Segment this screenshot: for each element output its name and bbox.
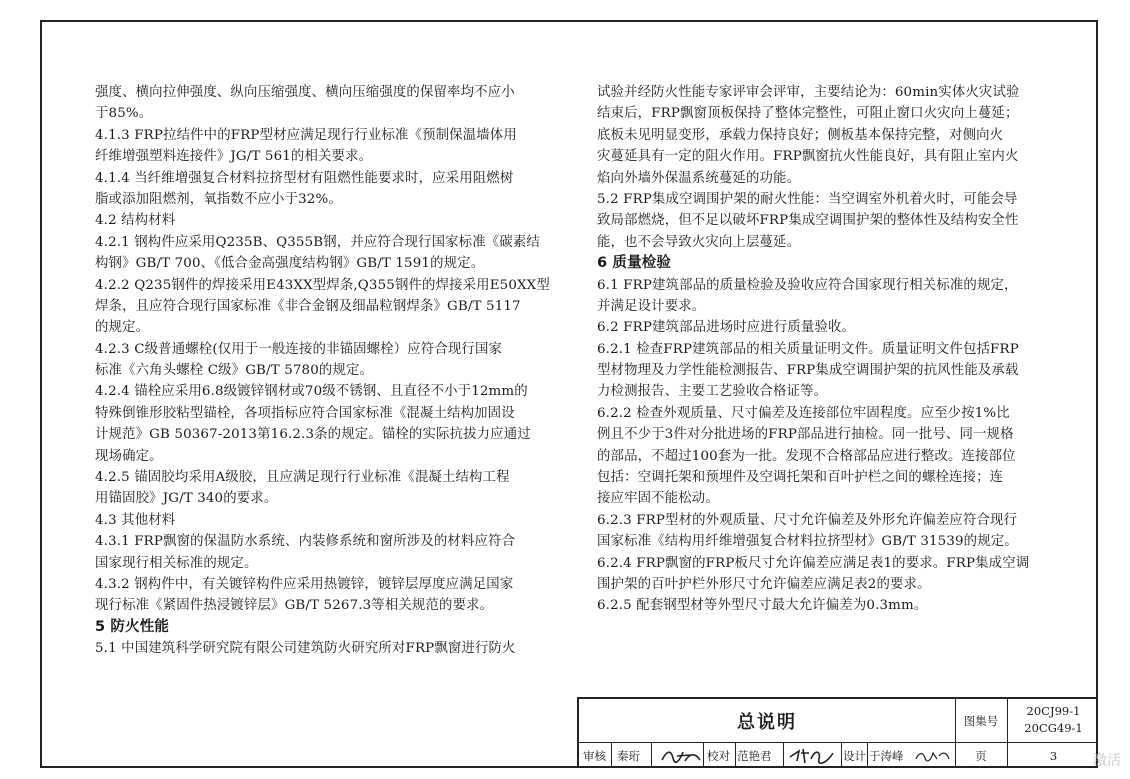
text-line: 4.3.1 FRP飘窗的保温防水系统、内装修系统和窗所涉及的材料应符合 [95, 534, 516, 550]
text-line: 底板未见明显变形，承载力保持良好；侧板基本保持完整，对侧向火 [597, 127, 1004, 143]
signature-divider [735, 743, 736, 768]
review-label: 审核 [583, 748, 606, 763]
text-line: 试验并经防火性能专家评审会评审，主要结论为：60min实体火灾试验 [597, 85, 1020, 100]
text-line: 6.2.3 FRP型材的外观质量、尺寸允许偏差及外形允许偏差应符合现行 [597, 512, 1018, 528]
text-line: 5.2 FRP集成空调围护架的耐火性能：当空调室外机着火时，可能会导 [597, 191, 1018, 207]
page-label: 页 [975, 748, 987, 763]
signature-divider [651, 743, 652, 768]
text-line: 4.2.4 锚栓应采用6.8级镀锌钢材或70级不锈钢、且直径不小于12mm的 [95, 384, 528, 400]
proof-signature-icon [787, 745, 837, 767]
text-line: 国家现行相关标准的规定。 [95, 555, 258, 571]
text-line: 的部品，不超过100套为一批。发现不合格部品应进行整改。连接部位 [597, 448, 1016, 464]
design-label: 设计 [843, 748, 866, 763]
design-signature-icon [913, 747, 953, 765]
page-number: 3 [1049, 748, 1058, 763]
activation-watermark: 激活 [1093, 753, 1121, 769]
text-line: 焊条，且应符合现行国家标准《非合金钢及细晶粒钢焊条》GB/T 5117 [95, 298, 521, 314]
text-line: 4.2.1 钢构件应采用Q235B、Q355B钢，并应符合现行国家标准《碳素结 [95, 234, 540, 250]
signature-divider [841, 743, 842, 768]
text-line: 现场确定。 [95, 448, 163, 464]
review-name: 秦珩 [617, 748, 640, 763]
text-line: 例且不少于3件对分批进场的FRP部品进行抽检。同一批号、同一规格 [597, 427, 1014, 443]
text-line: 用锚固胶》JG/T 340的要求。 [95, 491, 278, 507]
text-line: 6.2.2 检查外观质量、尺寸偏差及连接部位牢固程度。应至少按1%比 [597, 405, 1010, 421]
text-line: 力检测报告、主要工艺验收合格证等。 [597, 384, 828, 400]
text-line: 4.2 结构材料 [95, 213, 176, 229]
signature-divider [703, 743, 704, 768]
text-line: 构钢》GB/T 700、《低合金高强度结构钢》GB/T 1591的规定。 [95, 256, 485, 272]
title-block [577, 697, 1098, 768]
text-line: 并满足设计要求。 [597, 298, 706, 314]
atlas-number-label: 图集号 [963, 713, 999, 728]
text-line: 于85%。 [95, 106, 153, 122]
text-line: 4.1.4 当纤维增强复合材料拉挤型材有阻燃性能要求时，应采用阻燃树 [95, 170, 514, 186]
text-line: 6.2.4 FRP飘窗的FRP板尺寸允许偏差应满足表1的要求。FRP集成空调 [597, 555, 1030, 571]
drawing-title: 总说明 [737, 711, 797, 733]
signature-divider [867, 743, 868, 768]
text-line: 6.2 FRP建筑部品进场时应进行质量验收。 [597, 320, 856, 336]
signature-divider [611, 743, 612, 768]
text-line: 4.3.2 钢构件中，有关镀锌构件应采用热镀锌，镀锌层厚度应满足国家 [95, 576, 514, 592]
text-line: 强度、横向拉伸强度、纵向压缩强度、横向压缩强度的保留率均不应小 [95, 85, 515, 100]
text-line: 特殊倒锥形胶粘型锚栓，各项指标应符合国家标准《混凝土结构加固设 [95, 405, 515, 421]
text-line: 4.3 其他材料 [95, 512, 176, 528]
text-line: 4.2.5 锚固胶均采用A级胶，且应满足现行行业标准《混凝土结构工程 [95, 470, 510, 486]
text-line: 致局部燃烧，但不足以破坏FRP集成空调围护架的整体性及结构安全性 [597, 213, 1019, 229]
right-text-column [597, 82, 1029, 617]
atlas-number-1: 20CJ99-1 [1026, 704, 1081, 718]
design-name: 于涛峰 [869, 748, 904, 763]
section-heading: 6 质量检验 [597, 255, 672, 272]
text-line: 纤维增强塑料连接件》JG/T 561的相关要求。 [95, 149, 373, 165]
text-line: 6.2.5 配套钢型材等外型尺寸最大允许偏差为0.3mm。 [597, 598, 928, 614]
text-line: 4.2.3 C级普通螺栓(仅用于一般连接的非锚固螺栓）应符合现行国家 [95, 341, 503, 357]
atlas-number [1007, 703, 1100, 737]
text-line: 型材物理及力学性能检测报告、FRP集成空调围护架的抗风性能及承载 [597, 363, 1019, 379]
text-line: 6.1 FRP建筑部品的质量检验及验收应符合国家现行相关标准的规定， [597, 277, 1018, 293]
text-line: 现行标准《紧固件热浸镀锌层》GB/T 5267.3等相关规范的要求。 [95, 598, 494, 614]
text-line: 结束后，FRP飘窗顶板保持了整体完整性，可阻止窗口火灾向上蔓延； [597, 106, 1019, 122]
text-line: 5.1 中国建筑科学研究院有限公司建筑防火研究所对FRP飘窗进行防火 [95, 641, 516, 657]
text-line: 包括：空调托架和预埋件及空调托架和百叶护栏之间的螺栓连接；连 [597, 470, 1004, 486]
proof-label: 校对 [707, 748, 730, 763]
review-signature-icon [659, 746, 703, 766]
text-line: 国家标准《结构用纤维增强复合材料拉挤型材》GB/T 31539的规定。 [597, 534, 1018, 550]
text-line: 4.2.2 Q235钢件的焊接采用E43XX型焊条,Q355钢件的焊接采用E50XX型 [95, 277, 550, 293]
text-line: 计规范》GB 50367-2013第16.2.3条的规定。锚栓的实际抗拔力应通过 [95, 427, 531, 443]
text-line: 6.2.1 检查FRP建筑部品的相关质量证明文件。质量证明文件包括FRP [597, 341, 1019, 357]
text-line: 接应牢固不能松动。 [597, 491, 719, 507]
text-line: 焰向外墙外保温系统蔓延的功能。 [597, 170, 801, 186]
signature-divider [783, 743, 784, 768]
text-line: 围护架的百叶护栏外形尺寸允许偏差应满足表2的要求。 [597, 576, 931, 592]
text-line: 的规定。 [95, 320, 150, 336]
atlas-number-2: 20CG49-1 [1024, 721, 1083, 735]
left-text-column [95, 82, 550, 660]
text-line: 标准《六角头螺栓 C级》GB/T 5780的规定。 [95, 363, 374, 379]
section-heading: 5 防火性能 [95, 618, 170, 635]
text-line: 灾蔓延具有一定的阻火作用。FRP飘窗抗火性能良好，具有阻止室内火 [597, 149, 1019, 165]
text-line: 能，也不会导致火灾向上层蔓延。 [597, 234, 801, 250]
proof-name: 范艳君 [737, 748, 772, 763]
text-line: 脂或添加阻燃剂，氧指数不应小于32%。 [95, 191, 342, 207]
text-line: 4.1.3 FRP拉结件中的FRP型材应满足现行行业标准《预制保温墙体用 [95, 127, 517, 143]
